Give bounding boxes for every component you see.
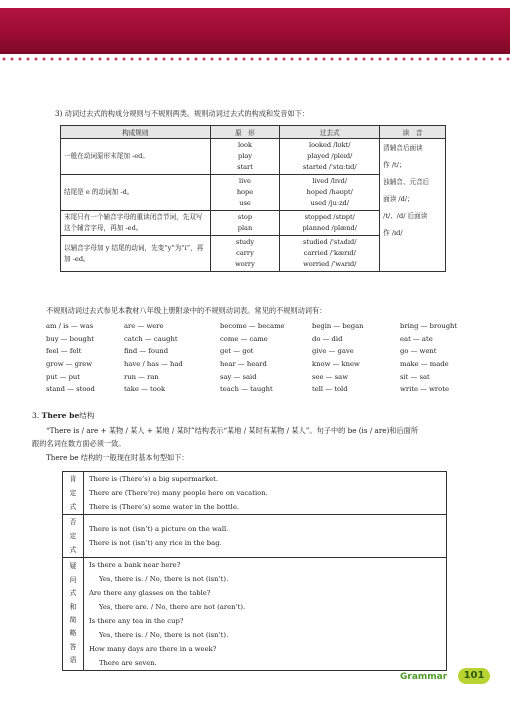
list-item: do — did [312, 334, 343, 343]
label-char: 否 [69, 518, 77, 526]
list-item: know — knew [312, 360, 360, 369]
list-item: come — came [220, 334, 268, 343]
rule-cell: 结尾是 e 的动词加 -d。 [61, 175, 211, 211]
pron-line: 作 /ɪd/ [383, 229, 403, 237]
regular-verbs-table [60, 125, 446, 272]
label-char: 肯 [69, 475, 77, 483]
base-word: study [235, 238, 255, 246]
base-cell [210, 211, 280, 236]
label-char: 式 [69, 589, 77, 598]
list-item: am / is — was [46, 322, 94, 331]
label-char: 语 [69, 656, 77, 665]
table-row [61, 139, 446, 175]
header-rule: 构成规则 [61, 126, 211, 139]
list-item: put — put [46, 372, 81, 381]
past-word: looked /lʊkt/ [308, 141, 351, 149]
past-word: planned /plænd/ [302, 224, 357, 232]
rule-cell: 以辅音字母加 y 结尾的动词，先变“y”为“i”，再加 -ed。 [61, 236, 211, 272]
sentence: There is not (isn’t) any rice in the bag. [89, 539, 222, 547]
table-header-row [61, 126, 446, 139]
base-word: play [237, 152, 252, 160]
past-word: played /pleɪd/ [307, 152, 353, 160]
list-item: tell — told [312, 385, 348, 394]
past-cell [280, 236, 380, 272]
there-be-table [62, 471, 447, 671]
heading-number: 3. [32, 411, 40, 420]
sentences-affirmative [84, 472, 447, 515]
base-cell [210, 139, 280, 175]
list-row [46, 345, 478, 358]
list-item: teach — taught [220, 385, 273, 394]
label-char: 答 [69, 642, 77, 651]
list-item: become — became [220, 322, 285, 331]
list-item: take — took [124, 385, 166, 394]
list-item: buy — bought [46, 334, 94, 343]
base-word: start [237, 163, 253, 171]
label-char: 略 [69, 629, 77, 638]
list-item: write — wrote [400, 385, 450, 394]
table-row [63, 515, 447, 558]
list-row [46, 383, 478, 396]
base-word: use [239, 199, 251, 207]
list-item: catch — caught [124, 334, 178, 343]
rule-cell: 末尾只有一个辅音字母的重读闭音节词，先双写这个辅音字母，再加 -ed。 [61, 211, 211, 236]
there-be-intro: There be 结构的一般现在时基本句型如下： [46, 453, 189, 462]
base-word: carry [236, 249, 254, 257]
section-past-tense-intro: 3) 动词过去式的构成分规则与不规则两类。规则动词过去式的构成和发音如下： [55, 109, 310, 118]
pron-line: 清辅音后面读 [383, 144, 423, 152]
list-item: give — gave [312, 347, 354, 356]
label-char: 定 [69, 489, 77, 497]
table-row [63, 472, 447, 515]
sentence: There is (There’s) some water in the bottle. [89, 503, 240, 511]
sentence: Yes, there is. / No, there is not (isn’t). [99, 575, 229, 583]
past-word: worried /'wʌrɪd/ [303, 260, 357, 268]
there-be-para1: “There is / are + 某物 / 某人 + 某地 / 某时”结构表示“某地 / 某时有某物 / 某人”。句子中的 be (is / are)和后面所 [46, 426, 419, 435]
list-row [46, 333, 478, 346]
sentence: Are there any glasses on the table? [89, 589, 211, 597]
sentence: Is there a bank near here? [89, 561, 181, 569]
base-cell [210, 175, 280, 211]
sentences-negative [84, 515, 447, 558]
label-char: 式 [69, 546, 77, 554]
label-char: 式 [69, 503, 77, 511]
label-char: 问 [69, 575, 77, 584]
sentence: Yes, there are. / No, there are not (aren’t). [99, 603, 246, 611]
irregular-verbs-list [46, 320, 478, 396]
list-item: run — ran [124, 372, 159, 381]
pron-line: /t/、/d/ 后面读 [383, 212, 428, 220]
past-word: stopped /stɒpt/ [304, 213, 355, 221]
pron-line: 作 /t/； [383, 161, 406, 169]
base-word: hope [236, 188, 254, 196]
list-item: are — were [124, 322, 164, 331]
sentence: Is there any tea in the cup? [89, 617, 184, 625]
heading-cn: 结构 [79, 411, 95, 420]
base-word: worry [235, 260, 255, 268]
list-item: bring — brought [400, 322, 458, 331]
there-be-heading [32, 411, 94, 421]
past-word: used /juːzd/ [310, 199, 350, 207]
rule-cell: 一般在动词原形末尾加 -ed。 [61, 139, 211, 175]
list-item: see — saw [312, 372, 349, 381]
list-row [46, 358, 478, 371]
heading-en: There be [41, 411, 80, 420]
past-word: lived /lɪvd/ [312, 177, 348, 185]
label-char: 定 [69, 532, 77, 540]
base-word: look [237, 141, 252, 149]
pron-line: 浊辅音、元音后 [383, 178, 430, 186]
sentence: Yes, there is. / No, there is not (isn’t). [99, 631, 229, 639]
label-char: 疑 [69, 562, 77, 571]
list-item: say — said [220, 372, 257, 381]
footer-label: Grammar [400, 672, 448, 682]
past-word: studied /'stʌdɪd/ [303, 238, 357, 246]
header-base: 原 形 [210, 126, 280, 139]
past-cell [280, 175, 380, 211]
list-item: have / has — had [124, 360, 183, 369]
pronunciation-cell [380, 139, 446, 272]
label-char: 和 [69, 602, 77, 611]
list-row [46, 370, 478, 383]
list-row [46, 320, 478, 333]
list-item: get — got [220, 347, 254, 356]
label-question [63, 558, 84, 671]
base-word: plan [237, 224, 253, 232]
header-past: 过去式 [280, 126, 380, 139]
sentence: There are seven. [99, 659, 157, 667]
label-char: 简 [69, 616, 77, 624]
list-item: find — found [124, 347, 169, 356]
past-word: started /'stɑːtɪd/ [302, 163, 357, 171]
sentence: There is not (isn’t) a picture on the wall. [89, 525, 229, 533]
label-affirmative [63, 472, 84, 515]
dotted-divider [0, 57, 510, 61]
past-word: carried /'kærɪd/ [303, 249, 356, 257]
list-item: begin — began [312, 322, 364, 331]
list-item: go — went [400, 347, 437, 356]
irregular-intro: 不规则动词过去式参见本教材八年级上册附录中的不规则动词表。常见的不规则动词有： [46, 306, 327, 315]
list-item: feel — felt [46, 347, 82, 356]
sentence: How many days are there in a week? [89, 645, 217, 653]
label-negative [63, 515, 84, 558]
list-item: make — made [400, 360, 449, 369]
list-item: sit — sat [400, 372, 430, 381]
list-item: grow — grew [46, 360, 93, 369]
base-word: stop [237, 213, 253, 221]
past-cell [280, 211, 380, 236]
header-banner [0, 8, 510, 54]
past-word: hoped /həʊpt/ [306, 188, 353, 196]
pron-line: 面读 /d/； [383, 195, 414, 203]
there-be-para2: 跟的名词在数方面必须一致。 [32, 439, 126, 448]
past-cell [280, 139, 380, 175]
list-item: hear — heard [220, 360, 267, 369]
page-number: 101 [458, 668, 490, 684]
table-row [63, 558, 447, 671]
header-pron: 读 音 [380, 126, 446, 139]
list-item: stand — stood [46, 385, 95, 394]
sentence: There is (There’s) a big supermarket. [89, 475, 219, 483]
base-cell [210, 236, 280, 272]
list-item: eat — ate [400, 334, 433, 343]
sentence: There are (There’re) many people here on vacation. [89, 489, 268, 497]
base-word: live [239, 177, 251, 185]
sentences-question [84, 558, 447, 671]
